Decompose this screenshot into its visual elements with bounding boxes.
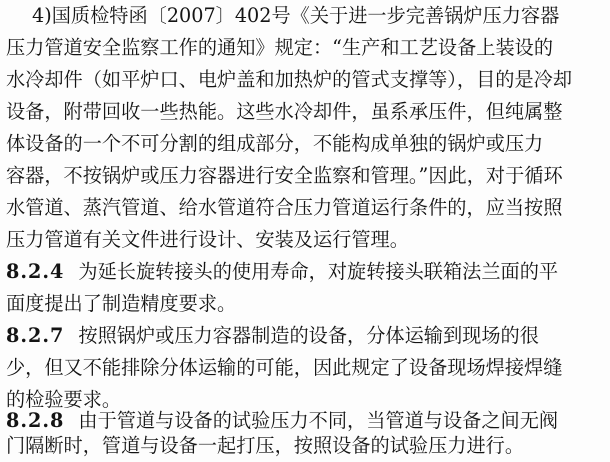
section-text: 为延长旋转接头的使用寿命，对旋转接头联箱法兰面的平	[78, 260, 559, 283]
paragraph-line: 水冷却件（如平炉口、电炉盖和加热炉的管式支撑等），目的是冷却	[6, 68, 573, 91]
section-8-2-7-line: 的检验要求。	[6, 388, 122, 411]
section-number: 8.2.7	[6, 324, 65, 347]
paragraph-line: 体设备的一个不可分割的组成部分，不能构成单独的锅炉或压力	[6, 132, 544, 155]
section-number: 8.2.8	[6, 409, 65, 432]
section-text: 由于管道与设备的试验压力不同，当管道与设备之间无阀	[78, 409, 559, 432]
section-text: 按照锅炉或压力容器制造的设备，分体运输到现场的很	[78, 324, 539, 347]
paragraph-line: 容器，不按锅炉或压力容器进行安全监察和管理。”因此，对于循环	[6, 164, 563, 187]
section-8-2-7-line	[6, 320, 600, 352]
section-number: 8.2.4	[6, 260, 65, 283]
paragraph-line: 水管道、蒸汽管道、给水管道符合压力管道运行条件的，应当按照	[6, 196, 563, 219]
paragraph-line: 压力管道有关文件进行设计、安装及运行管理。	[6, 228, 409, 251]
paragraph-line: 压力管道安全监察工作的通知》规定：“生产和工艺设备上装设的	[6, 36, 554, 59]
section-8-2-8-line: 门隔断时，管道与设备一起打压，按照设备的试验压力进行。	[6, 434, 525, 457]
section-8-2-4-line	[6, 256, 600, 288]
section-8-2-7-line: 少，但又不能排除分体运输的可能，因此规定了设备现场焊接焊缝	[6, 356, 563, 379]
paragraph-line: 设备，附带回收一些热能。这些水冷却件，虽系承压件，但纯属整	[6, 100, 563, 123]
paragraph-line: 4)国质检特函〔2007〕402号《关于进一步完善锅炉压力容器	[32, 4, 560, 27]
section-8-2-4-line: 面度提出了制造精度要求。	[6, 292, 237, 315]
